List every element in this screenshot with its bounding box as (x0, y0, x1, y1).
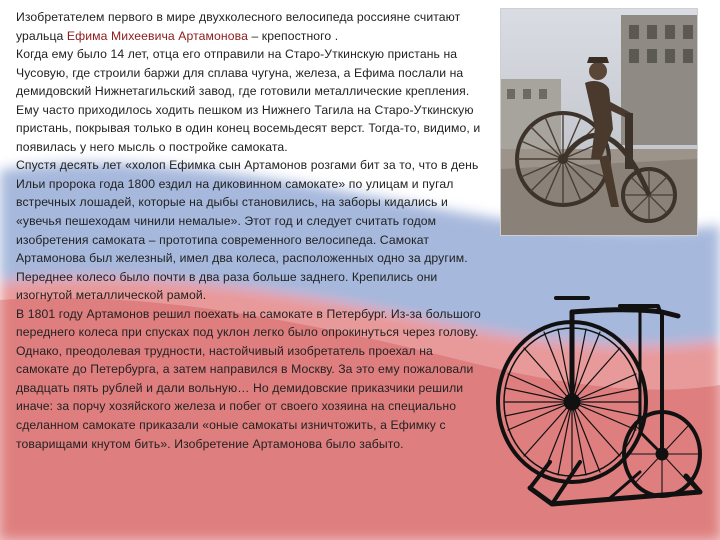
paragraph-youth: Когда ему было 14 лет, отца его отправили на Старо-Уткинскую пристань на Чусовую, где строили баржи для сплава чугуна, железа, а Ефима послали на демидовский Нижнетагильский завод, где готовили металлические крепления. Ему часто приходилось ходить пешком из Нижнего Тагила на Старо-Уткинскую пристань, покрывая только в один конец восемьдесят верст. Тогда-то, видимо, и появилась у него мысль о постройке самоката. (16, 47, 481, 154)
paragraph-journey: В 1801 году Артамонов решил поехать на самокате в Петербург. Из-за большого переднего колеса при спусках под уклон легко было опрокинуться через голову. Однако, преодолевая трудности, настойчивый изобретатель проехал на самокате до Петербурга, а затем направился в Москву. За это ему пожаловали двадцать пять рублей и дали вольную… Но демидовские приказчики решили иначе: за порчу хозяйского железа и побег от своего хозяина на специально сделанном самокате приказали «оные самокаты изничтожить, а Ефимку с товарищами кнутом бить». Изобретение Артамонова было забыто. (16, 306, 481, 451)
slide-text (16, 8, 486, 453)
paragraph-invention: Спустя десять лет «холоп Ефимка сын Артамонов розгами бит за то, что в день Ильи пророка года 1800 ездил на диковинном самокате» по улицам и пугал встречных лошадей, которые на дыбы становились, на заборы кидались и «увечья пешеходам чинили немалые». Этот год и следует считать годом изобретения самоката – прототипа современного велосипеда. Самокат Артамонова был железный, имел два колеса, расположенных одно за другим. Переднее колесо было почти в два раза больше заднего. Крепились они изогнутой металлической рамой. (16, 158, 479, 303)
intro-text-after: – крепостного . (247, 28, 339, 43)
paragraph-intro (16, 8, 486, 45)
inventor-name-highlight: Ефима Михеевича Артамонова (66, 28, 248, 43)
bicycle-drawing (490, 282, 712, 522)
monument-photo (500, 8, 698, 236)
intro-text-before: Изобретателем первого в мире двухколесного велосипеда россияне считают уральца (16, 10, 461, 43)
